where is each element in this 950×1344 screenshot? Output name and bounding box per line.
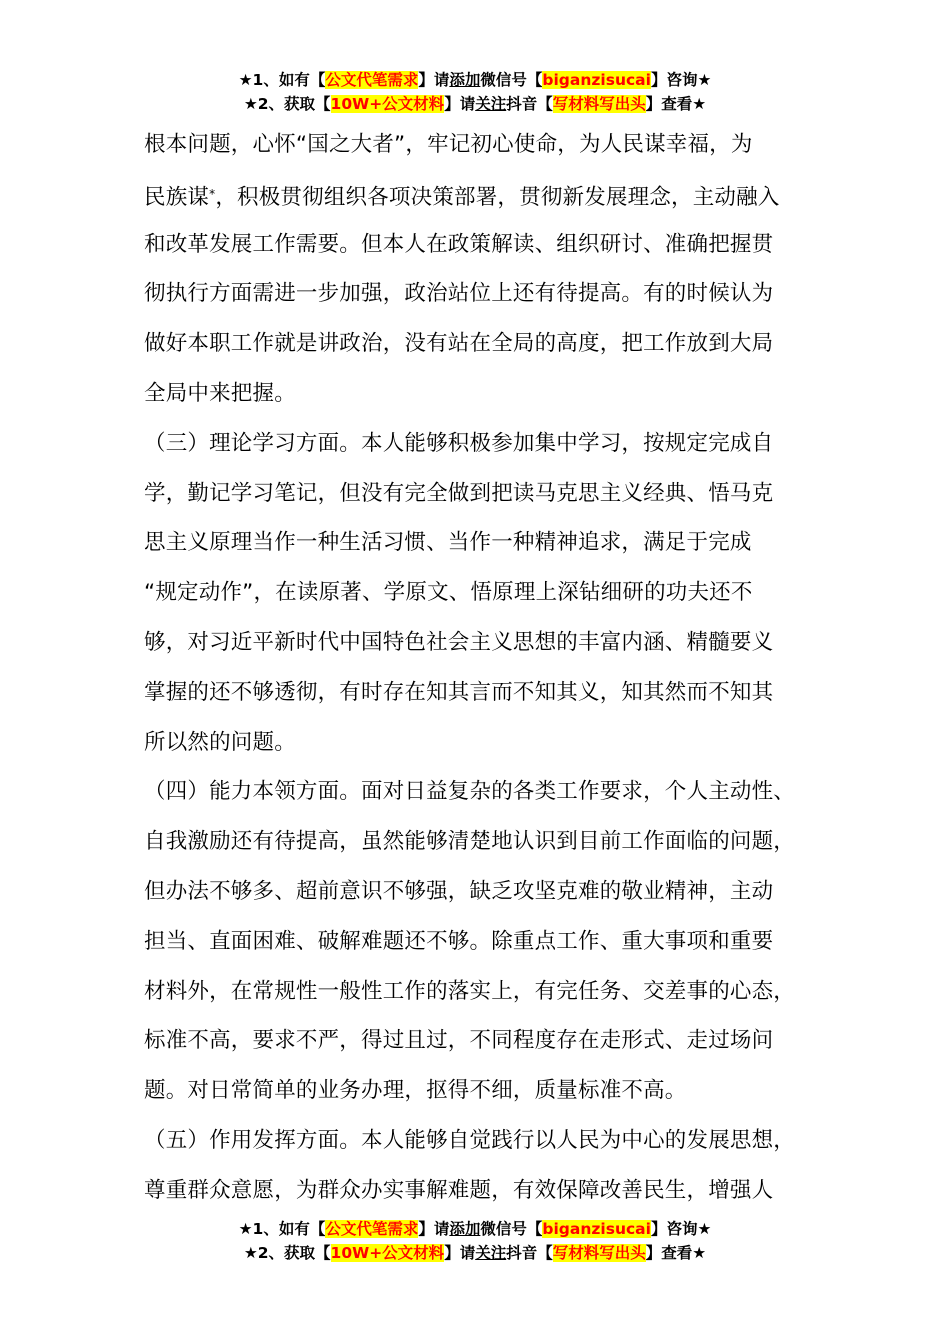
header-banner [0, 68, 950, 116]
banner-line-2: ★2、获取【10W+公文材料】请关注抖音【写材料写出头】查看★ [243, 95, 707, 113]
banner-highlight: 公文代笔需求 [325, 1220, 419, 1238]
text-line: 题。对日常简单的业务办理，抠得不细，质量标准不高。 [144, 1078, 687, 1104]
text-line: 学，勤记学习笔记，但没有完全做到把读马克思主义经典、悟马克 [144, 480, 774, 506]
footer-banner [0, 1217, 950, 1265]
banner-highlight: 10W+公文材料 [330, 95, 445, 113]
text-line: 彻执行方面需进一步加强，政治站位上还有待提高。有的时候认为 [144, 281, 774, 307]
text-line: 和改革发展工作需要。但本人在政策解读、组织研讨、准确把握贯 [144, 231, 774, 257]
text-line: （五）作用发挥方面。本人能够自觉践行以人民为中心的发展思想， [144, 1127, 796, 1153]
text-line: 够，对习近平新时代中国特色社会主义思想的丰富内涵、精髓要义 [144, 629, 774, 655]
text-line: 民族谋*，积极贯彻组织各项决策部署，贯彻新发展理念，主动融入 [144, 184, 780, 210]
banner-line-2: ★2、获取【10W+公文材料】请关注抖音【写材料写出头】查看★ [243, 1244, 707, 1262]
text-line: 做好本职工作就是讲政治，没有站在全局的高度，把工作放到大局 [144, 331, 774, 357]
text-line: 根本问题，心怀“国之大者”，牢记初心使命，为人民谋幸福，为 [144, 132, 753, 157]
document-body [144, 120, 834, 1216]
text-line: 但办法不够多、超前意识不够强，缺乏攻坚克难的敬业精神，主动 [144, 878, 774, 904]
banner-highlight: 公文代笔需求 [325, 71, 419, 89]
text-line: 标准不高，要求不严，得过且过，不同程度存在走形式、走过场问 [144, 1028, 774, 1054]
text-line: 尊重群众意愿，为群众办实事解难题，有效保障改善民生，增强人 [144, 1177, 774, 1203]
text-line: 思主义原理当作一种生活习惯、当作一种精神追求，满足于完成 [144, 530, 752, 556]
banner-highlight: biganzisucai [542, 71, 651, 89]
banner-highlight: biganzisucai [542, 1220, 651, 1238]
banner-line-1: ★1、如有【公文代笔需求】请添加微信号【biganzisucai】咨询★ [238, 71, 712, 89]
text-line: “规定动作”，在读原著、学原文、悟原理上深钻细研的功夫还不 [144, 580, 753, 606]
banner-highlight: 写材料写出头 [552, 95, 646, 113]
text-line: （四）能力本领方面。面对日益复杂的各类工作要求，个人主动性、 [144, 779, 796, 805]
banner-highlight: 写材料写出头 [552, 1244, 646, 1262]
footnote-mark: * [209, 186, 216, 201]
text-line: 所以然的问题。 [144, 729, 296, 755]
text-line: 材料外，在常规性一般性工作的落实上，有完任务、交差事的心态， [144, 978, 796, 1004]
text-line: 全局中来把握。 [144, 380, 296, 406]
banner-line-1: ★1、如有【公文代笔需求】请添加微信号【biganzisucai】咨询★ [238, 1220, 712, 1238]
text-line: 自我激励还有待提高，虽然能够清楚地认识到目前工作面临的问题， [144, 829, 796, 855]
banner-highlight: 10W+公文材料 [330, 1244, 445, 1262]
text-line: 掌握的还不够透彻，有时存在知其言而不知其义，知其然而不知其 [144, 679, 774, 705]
text-line: 担当、直面困难、破解难题还不够。除重点工作、重大事项和重要 [144, 928, 774, 954]
text-line: （三）理论学习方面。本人能够积极参加集中学习，按规定完成自 [144, 430, 774, 456]
